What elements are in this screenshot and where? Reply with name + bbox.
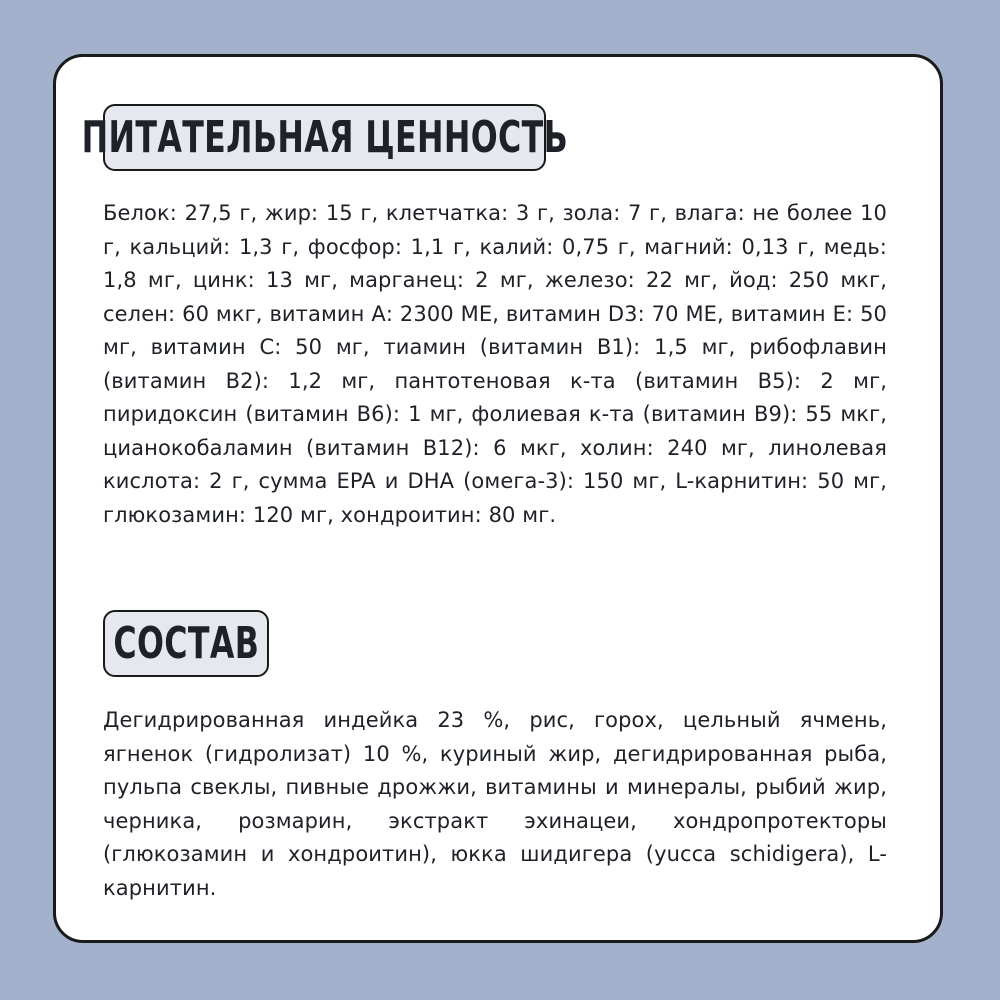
nutrition-heading-badge [81, 104, 568, 171]
composition-heading: СОСТАВ [113, 618, 259, 669]
nutrition-text: Белок: 27,5 г, жир: 15 г, клетчатка: 3 г, зола: 7 г, влага: не более 10 г, кальций: 1,3 г, фосфор: 1,1 г, калий: 0,75 г, магний: 0,13 г, медь: 1,8 мг, цинк: 13 мг, марганец: 2 мг, железо: 22 мг, йод: 250 мкг, селен: 60 мкг, витамин А: 2300 МЕ, витамин D3: 70 МЕ, витамин Е: 50 мг, витамин С: 50 мг, тиамин (витамин В1): 1,5 мг, рибофлавин (витамин В2): 1,2 мг, пантотеновая к-та (витамин В5): 2 мг, пиридоксин (витамин В6): 1 мг, фолиевая к-та (витамин В9): 55 мкг, цианокобаламин (витамин В12): 6 мкг, холин: 240 мг, линолевая кислота: 2 г, сумма EPA и DHA (омега-3): 150 мг, L-карнитин: 50 мг, глюкозамин: 120 мг, хондроитин: 80 мг. [103, 201, 887, 527]
nutrition-heading: ПИТАТЕЛЬНАЯ ЦЕННОСТЬ [81, 112, 568, 163]
info-card [53, 54, 943, 943]
composition-heading-badge [103, 610, 269, 677]
composition-text: Дегидрированная индейка 23 %, рис, горох, цельный ячмень, ягненок (гидролизат) 10 %, куриный жир, дегидрированная рыба, пульпа свеклы, пивные дрожжи, витамины и минералы, рыбий жир, черника, розмарин, экстракт эхинацеи, хондропротекторы (глюкозамин и хондроитин), юкка шидигера (yucca schidigera), L-карнитин. [103, 708, 887, 900]
